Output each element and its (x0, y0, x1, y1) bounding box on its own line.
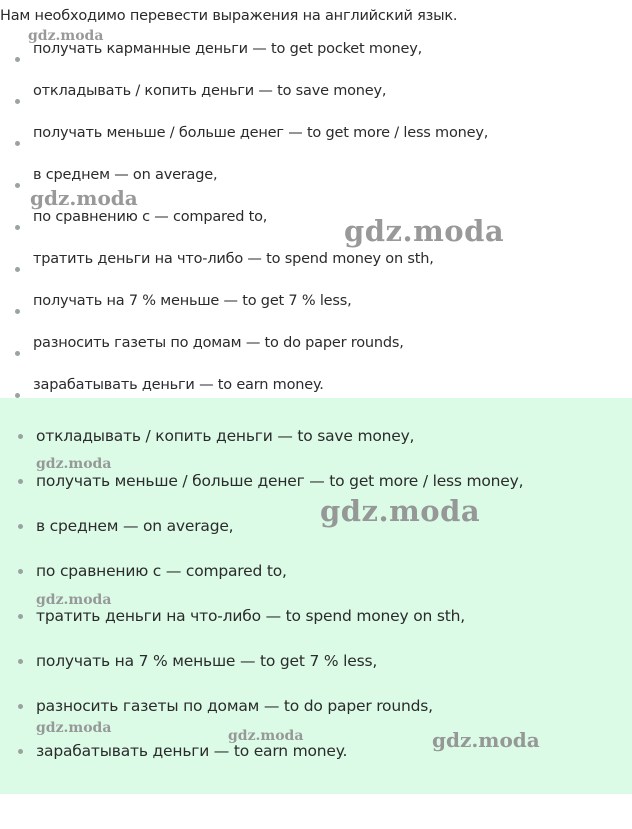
top-section (0, 0, 632, 400)
watermark-logo: gdz.moda (36, 456, 112, 472)
watermark-logo: gdz.moda (30, 186, 138, 210)
watermark-logo: gdz.moda (344, 214, 505, 248)
list-item-text: получать карманные деньги — to get pocket money, (33, 41, 423, 57)
bullet-icon (18, 479, 23, 484)
watermark-logo: gdz.moda (28, 28, 104, 44)
bullet-icon (15, 57, 20, 62)
bullet-icon (15, 99, 20, 104)
list-item-text: по сравнению с — compared to, (36, 562, 287, 580)
bullet-icon (18, 524, 23, 529)
bullet-icon (18, 749, 23, 754)
intro-text: Нам необходимо перевести выражения на английский язык. (0, 8, 458, 24)
list-item-text: откладывать / копить деньги — to save money, (33, 83, 387, 99)
list-item-text: разносить газеты по домам — to do paper rounds, (33, 335, 404, 351)
list-item-text: в среднем — on average, (36, 517, 234, 535)
bullet-icon (15, 183, 20, 188)
watermark-logo: gdz.moda (36, 720, 112, 736)
list-item-text: зарабатывать деньги — to earn money. (33, 377, 324, 393)
list-item-text: откладывать / копить деньги — to save money, (36, 427, 415, 445)
bottom-section (0, 398, 632, 794)
bullet-icon (15, 141, 20, 146)
list-item-text: разносить газеты по домам — to do paper rounds, (36, 697, 433, 715)
list-item-text: получать меньше / больше денег — to get more / less money, (36, 472, 524, 490)
watermark-logo: gdz.moda (320, 494, 481, 528)
watermark-logo: gdz.moda (36, 592, 112, 608)
bullet-icon (15, 351, 20, 356)
bullet-icon (18, 434, 23, 439)
bullet-icon (15, 393, 20, 398)
list-item-text: получать на 7 % меньше — to get 7 % less, (33, 293, 352, 309)
bullet-icon (18, 704, 23, 709)
list-item-text: в среднем — on average, (33, 167, 218, 183)
bullet-icon (18, 614, 23, 619)
bullet-icon (15, 309, 20, 314)
list-item-text: зарабатывать деньги — to earn money. (36, 742, 348, 760)
list-item-text: по сравнению с — compared to, (33, 209, 268, 225)
bullet-icon (18, 659, 23, 664)
list-item-text: тратить деньги на что-либо — to spend money on sth, (36, 607, 465, 625)
bullet-icon (15, 267, 20, 272)
watermark-logo: gdz.moda (228, 728, 304, 744)
list-item-text: тратить деньги на что-либо — to spend money on sth, (33, 251, 434, 267)
list-item-text: получать на 7 % меньше — to get 7 % less, (36, 652, 378, 670)
list-item-text: получать меньше / больше денег — to get more / less money, (33, 125, 489, 141)
bullet-icon (15, 225, 20, 230)
bullet-icon (18, 569, 23, 574)
watermark-logo: gdz.moda (432, 728, 540, 752)
